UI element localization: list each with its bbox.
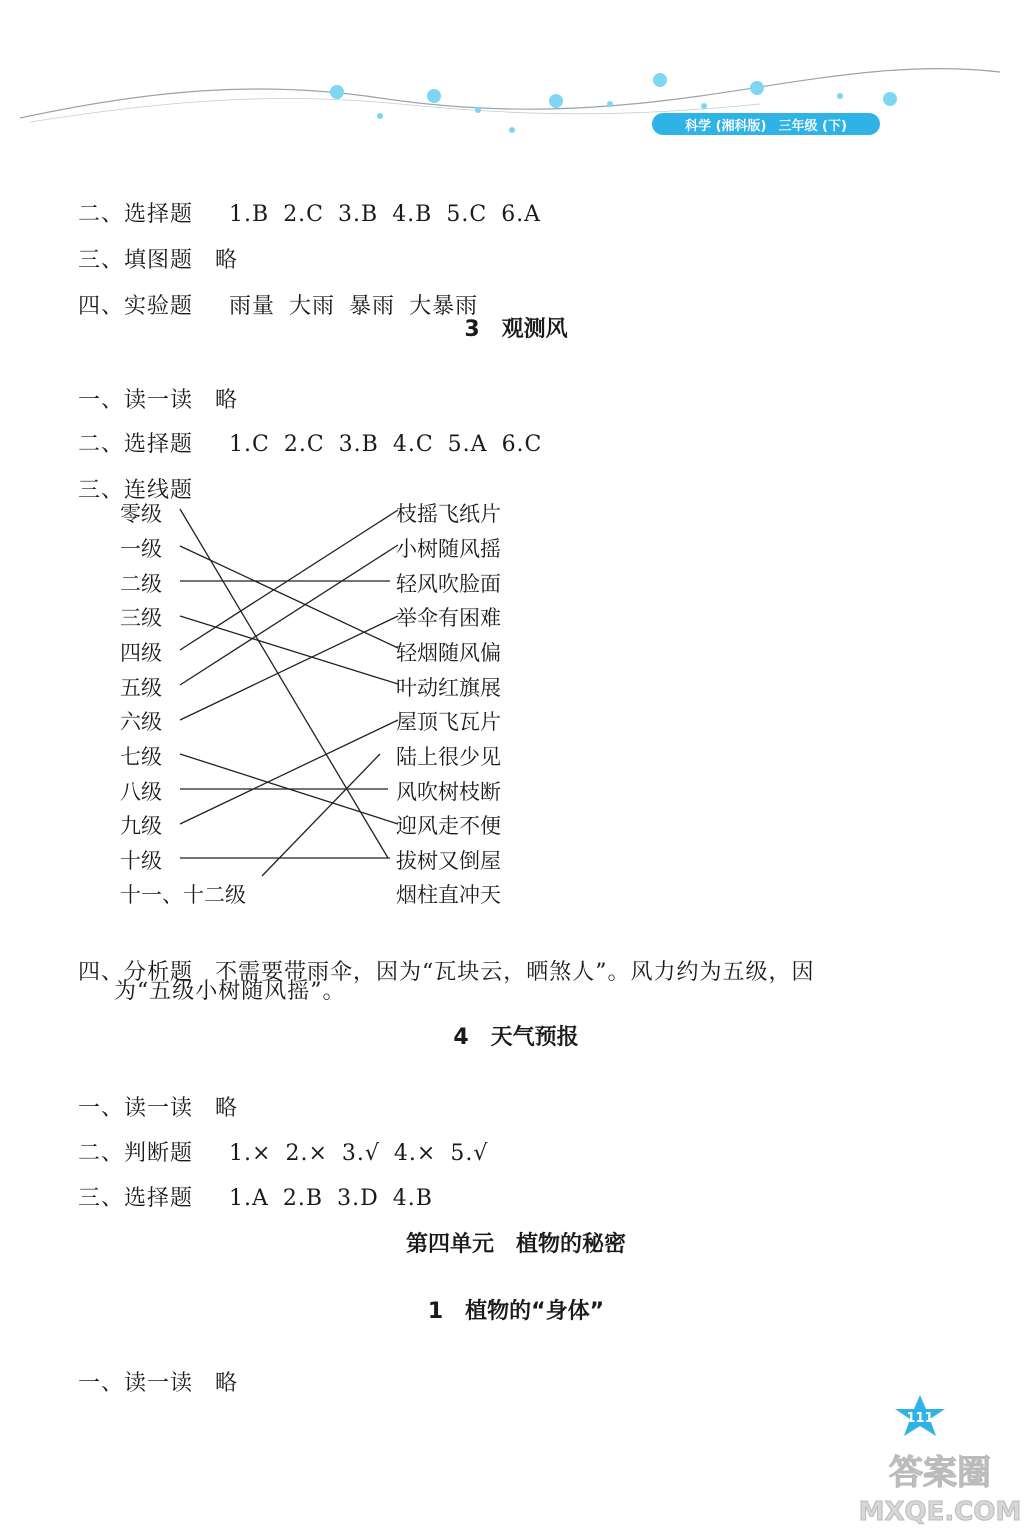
question-label: 二、选择题 bbox=[78, 432, 194, 457]
wind-description: 小树随风摇 bbox=[396, 537, 501, 561]
question-label: 三、填图题 bbox=[78, 248, 194, 273]
wind-description: 举伞有困难 bbox=[396, 606, 501, 630]
match-line bbox=[180, 545, 398, 685]
answer: 3.D bbox=[337, 1186, 379, 1211]
match-line bbox=[180, 616, 398, 720]
match-line bbox=[180, 720, 398, 824]
answer: 1.A bbox=[229, 1186, 269, 1211]
answer: 1.C bbox=[229, 432, 270, 457]
answer: 大暴雨 bbox=[409, 294, 479, 319]
answer: 5.√ bbox=[450, 1141, 489, 1166]
question-label: 一、读一读 bbox=[78, 388, 194, 413]
page-number: 111 bbox=[906, 1411, 934, 1426]
wind-level: 九级 bbox=[120, 814, 162, 838]
answer: 3.B bbox=[338, 202, 379, 227]
wind-level: 二级 bbox=[120, 572, 162, 596]
answer: 5.C bbox=[446, 202, 488, 227]
section-title: 4 天气预报 bbox=[453, 1025, 579, 1050]
wind-level: 六级 bbox=[120, 710, 162, 734]
answer: 4.C bbox=[392, 432, 434, 457]
answer: 3.√ bbox=[341, 1141, 380, 1166]
answer: 略 bbox=[215, 1096, 239, 1121]
question-label: 一、读一读 bbox=[78, 1096, 194, 1121]
match-line bbox=[180, 509, 388, 858]
answer: 2.× bbox=[285, 1141, 328, 1166]
answer: 1.× bbox=[229, 1141, 272, 1166]
question-label: 三、选择题 bbox=[78, 1186, 194, 1211]
subject-badge bbox=[652, 113, 880, 135]
question-label: 二、选择题 bbox=[78, 202, 194, 227]
section-title: 3 观测风 bbox=[464, 317, 568, 342]
svg-text:答案圈: 答案圈 bbox=[889, 1453, 991, 1493]
wind-description: 枝摇飞纸片 bbox=[396, 502, 501, 526]
question-label: 四、分析题 bbox=[78, 960, 194, 985]
unit-title: 第四单元 植物的秘密 bbox=[405, 1232, 626, 1257]
answer: 3.B bbox=[338, 432, 379, 457]
wind-description: 风吹树枝断 bbox=[396, 780, 501, 804]
answer: 4.× bbox=[393, 1141, 437, 1166]
answer-line bbox=[62, 1156, 447, 1212]
answer: 略 bbox=[215, 1371, 239, 1396]
answer: 暴雨 bbox=[349, 294, 396, 319]
analysis-text: 不需要带雨伞，因为“瓦块云，晒煞人”。风力约为五级，因 bbox=[215, 960, 815, 985]
wind-description: 屋顶飞瓦片 bbox=[396, 710, 501, 734]
question-label: 一、读一读 bbox=[78, 1371, 194, 1396]
question-label: 二、判断题 bbox=[78, 1141, 194, 1166]
wind-description: 陆上很少见 bbox=[396, 745, 501, 769]
wind-level: 十一、十二级 bbox=[120, 883, 246, 907]
wind-description: 烟柱直冲天 bbox=[396, 883, 501, 907]
wind-description: 轻风吹脸面 bbox=[396, 572, 501, 596]
wind-description: 轻烟随风偏 bbox=[396, 641, 501, 665]
wind-level: 四级 bbox=[120, 641, 162, 665]
svg-text:MXQE.COM: MXQE.COM bbox=[858, 1497, 1022, 1527]
answer: 6.A bbox=[501, 202, 542, 227]
watermark-logo bbox=[850, 1440, 1030, 1530]
answer: 略 bbox=[215, 388, 239, 413]
section-title: 1 植物的“身体” bbox=[427, 1299, 605, 1324]
answer: 4.B bbox=[392, 1186, 433, 1211]
match-line bbox=[180, 546, 398, 648]
grade-label: 三年级 (下) bbox=[778, 118, 847, 134]
subject-label: 科学 (湘科版) bbox=[685, 118, 767, 134]
wind-level: 三级 bbox=[120, 606, 162, 630]
question-label: 三、连线题 bbox=[78, 478, 194, 503]
wind-description: 叶动红旗展 bbox=[396, 676, 501, 700]
wind-level: 七级 bbox=[120, 745, 162, 769]
answer: 5.A bbox=[447, 432, 488, 457]
answer: 2.C bbox=[283, 202, 325, 227]
wind-level: 一级 bbox=[120, 537, 162, 561]
answer: 2.B bbox=[282, 1186, 324, 1211]
answer: 6.C bbox=[501, 432, 543, 457]
answer: 2.C bbox=[283, 432, 325, 457]
wind-level: 零级 bbox=[120, 502, 162, 526]
answer-line bbox=[62, 1341, 238, 1397]
wind-level: 八级 bbox=[120, 780, 162, 804]
wind-description: 拔树又倒屋 bbox=[396, 849, 501, 873]
answer: 大雨 bbox=[289, 294, 336, 319]
answer: 1.B bbox=[229, 202, 270, 227]
answer: 4.B bbox=[392, 202, 433, 227]
page-number-star bbox=[893, 1394, 947, 1438]
match-line bbox=[180, 616, 398, 684]
matching-exercise bbox=[0, 490, 1032, 920]
answer: 雨量 bbox=[229, 294, 276, 319]
wind-level: 十级 bbox=[120, 849, 162, 873]
wind-description: 迎风走不便 bbox=[396, 814, 501, 838]
analysis-text-cont: 为“五级小树随风摇”。 bbox=[114, 979, 346, 1004]
question-label: 四、实验题 bbox=[78, 294, 194, 319]
match-line bbox=[180, 510, 398, 650]
wind-level: 五级 bbox=[120, 676, 162, 700]
answer: 略 bbox=[215, 248, 239, 273]
